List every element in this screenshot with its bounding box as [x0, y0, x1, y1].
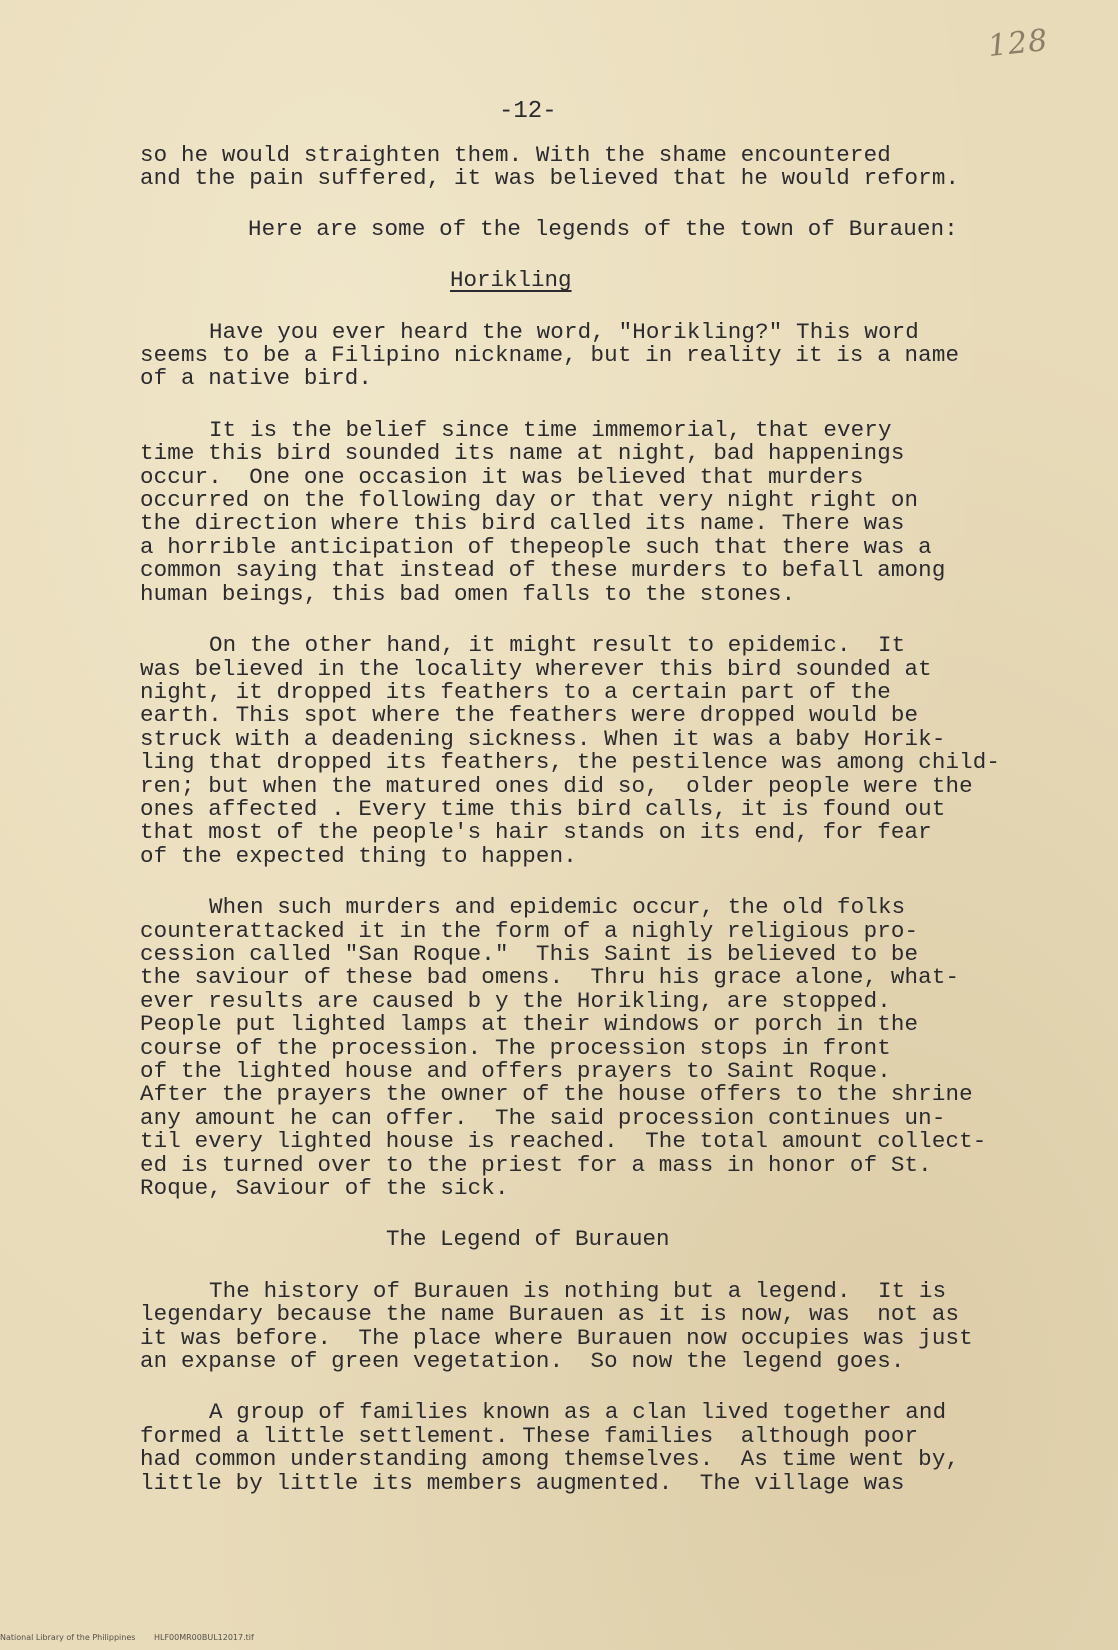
- intro-paragraph: [140, 144, 1080, 191]
- body-text: [140, 144, 1080, 1495]
- text-line: course of the procession. The procession stops in front: [140, 1034, 891, 1061]
- scan-footer: [0, 1633, 270, 1642]
- text-line: formed a little settlement. These families although poor: [140, 1422, 919, 1449]
- horikling-paragraph-1: [140, 318, 1080, 392]
- text-line: ed is turned over to the priest for a mass in honor of St.: [140, 1151, 932, 1178]
- text-line: ren; but when the matured ones did so, older people were the: [140, 772, 973, 799]
- text-line: ling that dropped its feathers, the pestilence was among child-: [140, 749, 1001, 776]
- text-line: common saying that instead of these murders to befall among: [140, 557, 946, 584]
- text-line: so he would straighten them. With the shame encountered: [140, 142, 891, 168]
- text-line: time this bird sounded its name at night, bad happenings: [140, 440, 905, 467]
- text-line: of a native bird.: [140, 365, 373, 392]
- burauen-paragraph-2: [140, 1401, 1080, 1495]
- legends-intro-text: Here are some of the legends of the town of Burauen:: [248, 215, 958, 242]
- folio-number: 128: [986, 22, 1050, 65]
- text-line: On the other hand, it might result to epidemic. It: [209, 632, 906, 659]
- legends-intro: [140, 215, 1080, 242]
- horikling-paragraph-3: [140, 634, 1080, 868]
- horikling-paragraph-4: [140, 896, 1080, 1200]
- text-line: After the prayers the owner of the house offers to the shrine: [140, 1081, 973, 1108]
- text-line: counterattacked it in the form of a nighly religious pro-: [140, 917, 919, 944]
- text-line: til every lighted house is reached. The total amount collect-: [140, 1128, 987, 1155]
- text-line: any amount he can offer. The said procession continues un-: [140, 1104, 946, 1131]
- section-heading: The Legend of Burauen: [386, 1226, 670, 1253]
- text-line: legendary because the name Burauen as it is now, was not as: [140, 1301, 960, 1328]
- text-line: had common understanding among themselves. As time went by,: [140, 1446, 960, 1473]
- section-heading: Horikling: [450, 267, 572, 294]
- text-line: occurred on the following day or that very night right on: [140, 487, 919, 514]
- text-line: Roque, Saviour of the sick.: [140, 1175, 509, 1202]
- text-line: cession called "San Roque." This Saint is believed to be: [140, 940, 919, 967]
- text-line: the saviour of these bad omens. Thru his grace alone, what-: [140, 964, 960, 991]
- text-line: A group of families known as a clan lived together and: [209, 1399, 947, 1426]
- horikling-heading: [140, 269, 1080, 292]
- text-line: struck with a deadening sickness. When it was a baby Horik-: [140, 725, 946, 752]
- text-line: earth. This spot where the feathers were dropped would be: [140, 702, 919, 729]
- text-line: Have you ever heard the word, "Horikling?" This word: [209, 318, 919, 345]
- text-line: it was before. The place where Burauen now occupies was just: [140, 1324, 973, 1351]
- text-line: When such murders and epidemic occur, the old folks: [209, 894, 906, 921]
- text-line: occur. One one occasion it was believed that murders: [140, 463, 864, 490]
- text-line: seems to be a Filipino nickname, but in reality it is a name: [140, 342, 960, 369]
- page-number: -12-: [499, 98, 557, 125]
- horikling-paragraph-2: [140, 416, 1080, 607]
- text-line: People put lighted lamps at their windows or porch in the: [140, 1011, 919, 1038]
- burauen-heading: [140, 1228, 1080, 1251]
- text-line: ever results are caused b y the Horikling, are stopped.: [140, 987, 891, 1014]
- text-line: The history of Burauen is nothing but a legend. It is: [209, 1277, 947, 1304]
- text-line: ones affected . Every time this bird calls, it is found out: [140, 795, 946, 822]
- text-line: of the lighted house and offers prayers to Saint Roque.: [140, 1058, 891, 1084]
- text-line: a horrible anticipation of thepeople such that there was a: [140, 533, 932, 560]
- text-line: the direction where this bird called its name. There was: [140, 510, 905, 537]
- library-credit: National Library of the Philippines: [0, 1633, 136, 1642]
- text-line: It is the belief since time immemorial, that every: [209, 416, 892, 443]
- text-line: that most of the people's hair stands on its end, for fear: [140, 819, 932, 846]
- text-line: was believed in the locality wherever this bird sounded at: [140, 655, 932, 682]
- text-line: and the pain suffered, it was believed that he would reform.: [140, 165, 960, 192]
- burauen-paragraph-1: [140, 1277, 1080, 1375]
- text-line: human beings, this bad omen falls to the stones.: [140, 580, 796, 607]
- text-line: night, it dropped its feathers to a certain part of the: [140, 678, 891, 705]
- text-line: of the expected thing to happen.: [140, 842, 577, 869]
- file-name: HLF00MR00BUL12017.tif: [153, 1633, 254, 1642]
- text-line: an expanse of green vegetation. So now the legend goes.: [140, 1348, 905, 1375]
- text-line: little by little its members augmented. The village was: [140, 1469, 905, 1496]
